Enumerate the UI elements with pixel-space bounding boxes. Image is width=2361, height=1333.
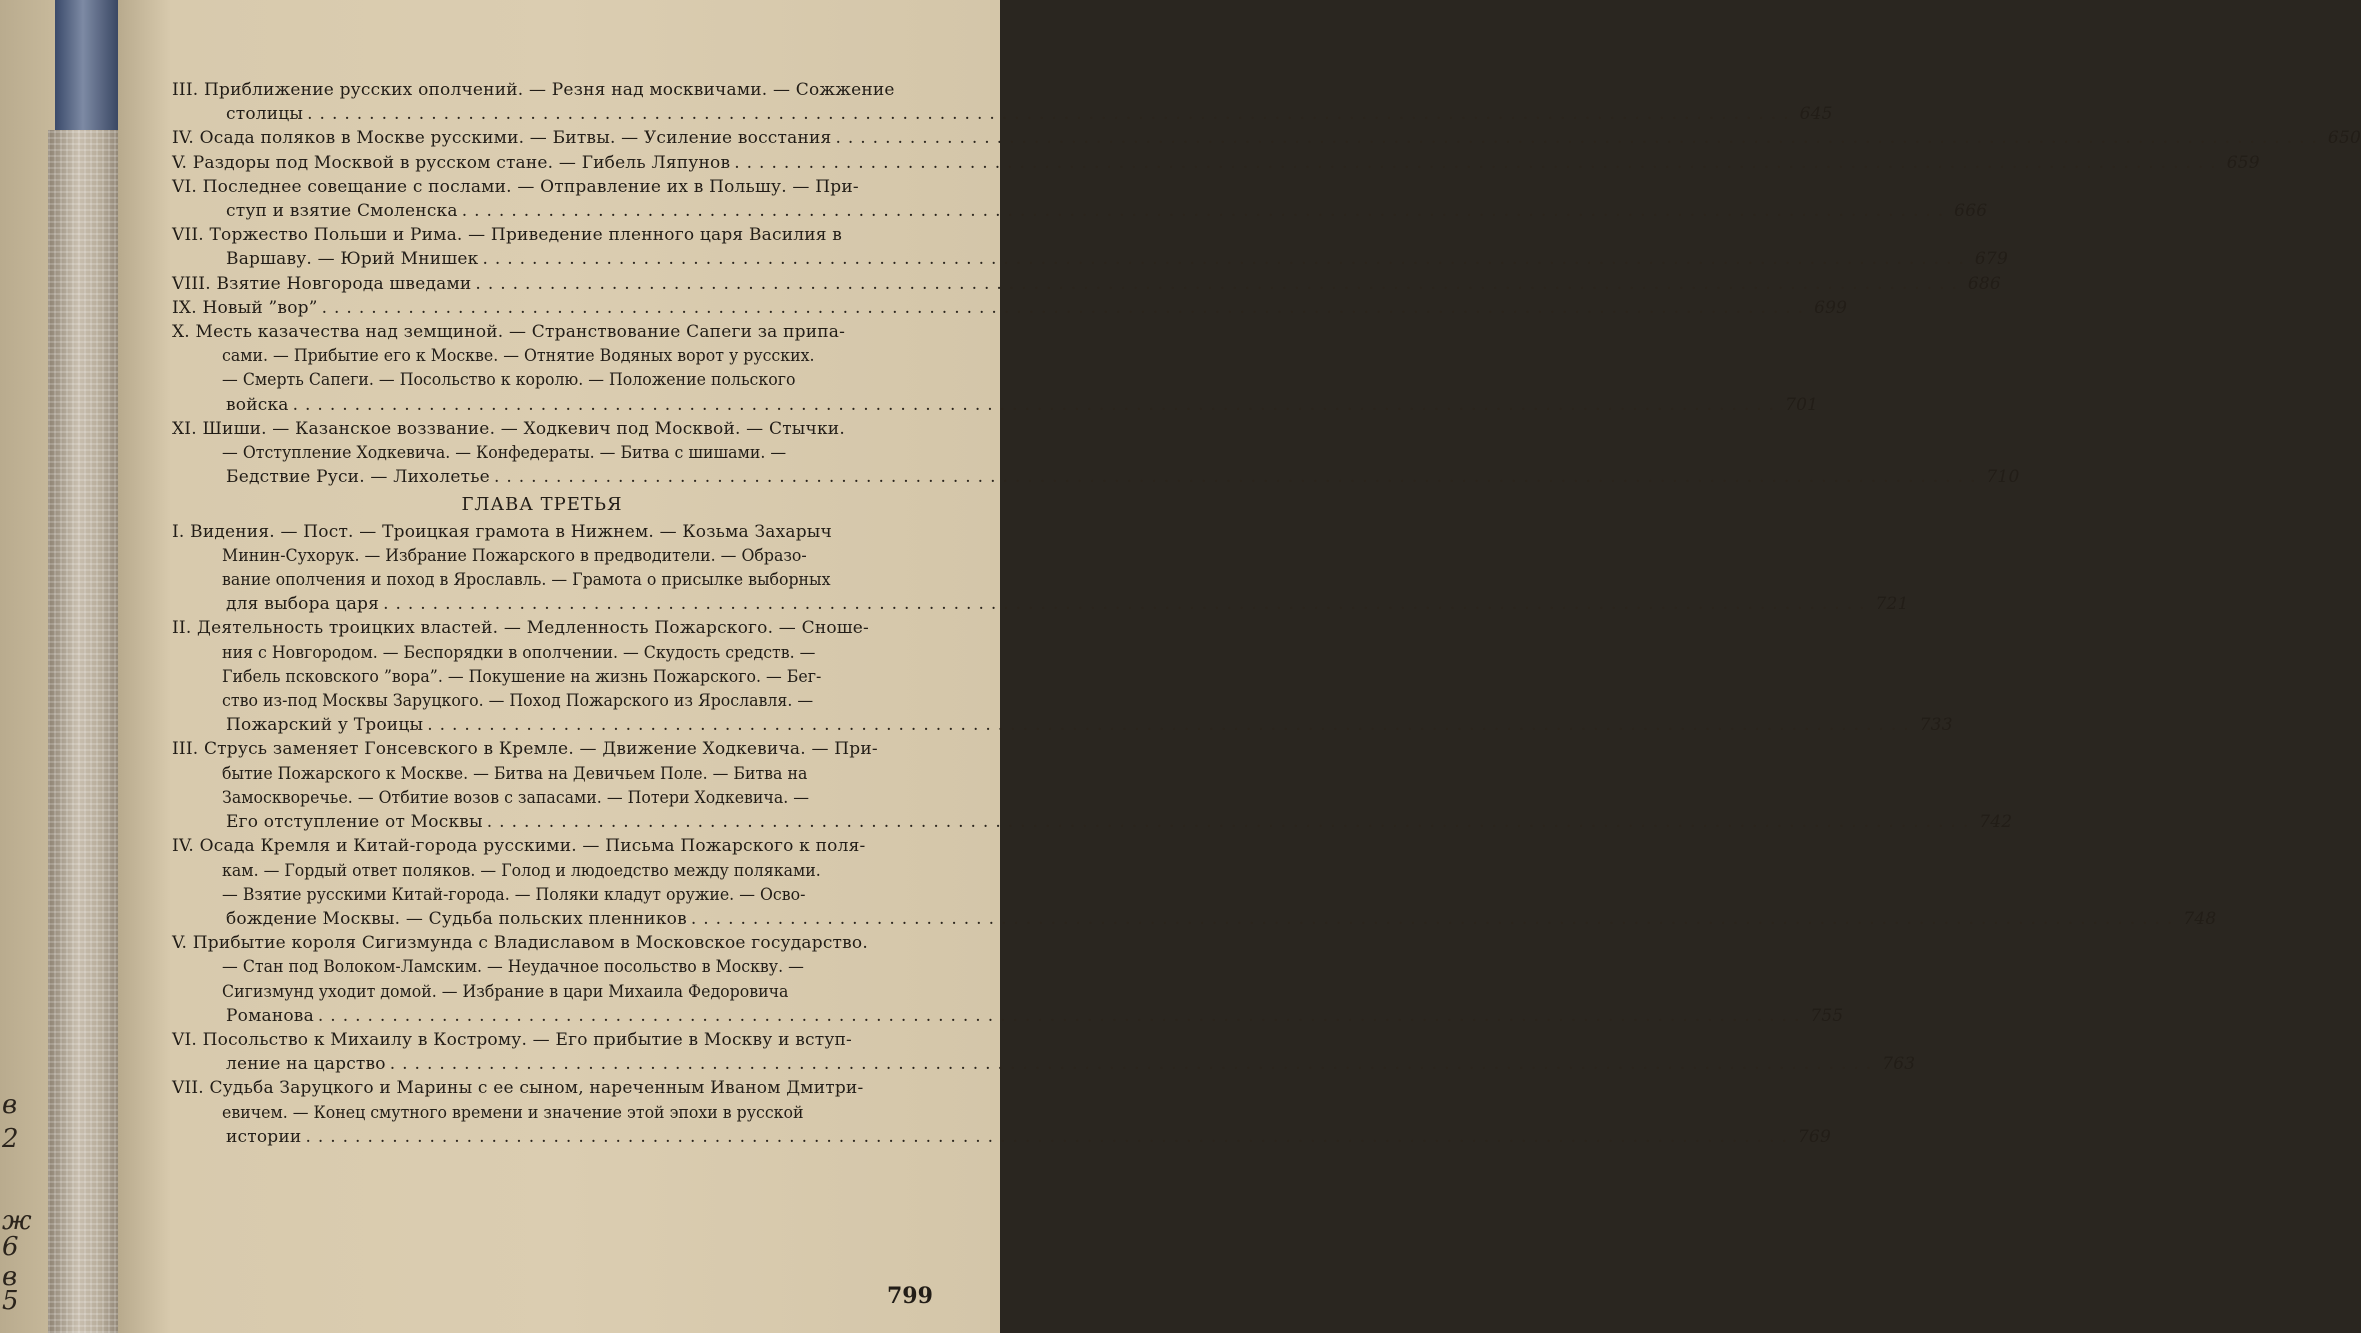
chapter-title: ГЛАВА ТРЕТЬЯ — [461, 494, 623, 516]
left-fragment: 6 — [2, 1232, 19, 1262]
leader-dots: ........................................................................................................................ — [305, 1126, 1794, 1147]
toc-page-number: 645 — [1799, 104, 1833, 125]
toc-entry-text: Новый ”вор” — [202, 297, 318, 318]
toc-entry-line — [172, 931, 912, 955]
toc-page-number: 666 — [1954, 201, 1988, 222]
toc-entry — [172, 78, 1833, 126]
toc-entry-text: бытие Пожарского к Москве. — Битва на Девичьем Поле. — Битва на — [222, 763, 808, 784]
toc-entry-last-line — [172, 1004, 1844, 1028]
toc-entry-number: VI. — [172, 176, 203, 197]
toc-entry-number: I. — [172, 521, 191, 542]
toc-entry-text: Торжество Польши и Рима. — Приведение пленного царя Василия в — [209, 225, 843, 246]
toc-entry-text: Судьба Заруцкого и Марины с ее сыном, нареченным Иваном Дмитри- — [209, 1078, 864, 1099]
toc-entry — [172, 1076, 1831, 1149]
toc-entry-line — [172, 1101, 858, 1125]
toc-page-number: 659 — [2226, 152, 2260, 173]
toc-entry-text: ство из-под Москвы Заруцкого. — Поход Пожарского из Ярославля. — — [222, 691, 814, 712]
toc-entry-text: Приближение русских ополчений. — Резня над москвичами. — Сожжение — [203, 80, 895, 100]
toc-page-number: 755 — [1810, 1005, 1844, 1026]
toc-entry — [172, 126, 2361, 150]
toc-entry-number: IV. — [172, 836, 200, 857]
toc-entry-text: ступ и взятие Смоленска — [226, 201, 458, 222]
toc-entry-last-line — [172, 713, 1953, 737]
leader-dots: ........................................................................................................................ — [461, 201, 1951, 222]
left-fragment: 2 — [2, 1124, 19, 1154]
toc-entry-text: истории — [226, 1126, 302, 1147]
toc-entry-text: Минин-Сухорук. — Избрание Пожарского в предводители. — Образо- — [222, 545, 807, 566]
toc-entry — [172, 175, 1988, 223]
toc-entry-line — [172, 544, 858, 568]
toc-entry-line — [172, 223, 912, 247]
toc-entry-text: Варшаву. — Юрий Мнишек — [226, 249, 479, 270]
toc-entry-text: — Смерть Сапеги. — Посольство к королю. — Положение польского — [222, 370, 796, 391]
toc-entry — [172, 834, 2217, 931]
leader-dots: ........................................................................................................................ — [690, 908, 2180, 929]
toc-entry-text: сами. — Прибытие его к Москве. — Отнятие Водяных ворот у русских. — [222, 346, 815, 367]
toc-entry-line — [172, 520, 912, 544]
toc-entry-last-line — [172, 1125, 1831, 1149]
leader-dots: ........................................................................................................................ — [475, 273, 1964, 294]
toc-entry-text: Месть казачества над земщиной. — Странствование Сапеги за припа- — [195, 322, 846, 343]
toc-entry — [172, 616, 1953, 737]
toc-entry-text: Замоскворечье. — Отбитие возов с запасами. — Потери Ходкевича. — — [222, 787, 810, 808]
toc-entry — [172, 296, 1848, 320]
toc-entry-line — [172, 689, 858, 713]
leader-dots: ........................................................................................................................ — [307, 104, 1796, 125]
toc-page-number: 699 — [1814, 297, 1848, 318]
toc-entry-text: бождение Москвы. — Судьба польских пленников — [226, 908, 687, 929]
leader-dots: ........................................................................................................................ — [321, 297, 1811, 318]
toc-entry — [172, 223, 2008, 271]
toc-entry — [172, 320, 1819, 417]
toc-section-part1 — [172, 78, 2361, 489]
toc-entry — [172, 151, 2260, 175]
toc-entry — [172, 931, 1844, 1028]
toc-entry-number: X. — [172, 322, 196, 343]
toc-entry-text: вание ополчения и поход в Ярославль. — Грамота о присылке выборных — [222, 570, 831, 591]
toc-entry-number: VI. — [172, 1029, 203, 1050]
toc-entry-line — [172, 665, 858, 689]
toc-entry — [172, 737, 2013, 834]
toc-entry-text: Взятие Новгорода шведами — [216, 273, 472, 294]
toc-entry-last-line — [172, 1052, 1916, 1076]
toc-entry-last-line — [172, 907, 2217, 931]
binding-top — [55, 0, 125, 140]
toc-page-number: 686 — [1967, 273, 2001, 294]
toc-entry-line — [172, 980, 858, 1004]
toc-entry-last-line — [172, 247, 2008, 271]
toc-entry-last-line — [172, 393, 1819, 417]
toc-entry-number: V. — [172, 152, 193, 173]
toc-entry-text: Бедствие Руси. — Лихолетье — [226, 467, 490, 488]
toc-entry-line — [172, 955, 858, 979]
toc-entry-text: Прибытие короля Сигизмунда с Владиславом в Московское государство. — [192, 933, 868, 954]
left-fragment: в — [2, 1262, 18, 1292]
toc-page-number: 748 — [2183, 908, 2217, 929]
leader-dots: ........................................................................................................................ — [835, 128, 2324, 149]
toc-page-number: 710 — [1986, 467, 2020, 488]
toc-entry-text: — Взятие русскими Китай-города. — Поляки кладут оружие. — Осво- — [222, 884, 806, 905]
toc-entry-text: ление на царство — [226, 1054, 386, 1075]
toc-entry — [172, 417, 2020, 490]
leader-dots: ........................................................................................................................ — [383, 594, 1872, 615]
toc-entry-number: II. — [172, 618, 198, 639]
toc-page-number: 650 — [2327, 128, 2361, 149]
leader-dots: ........................................................................................................................ — [482, 249, 1971, 270]
toc-entry-line — [172, 417, 912, 441]
toc-entry-last-line — [172, 465, 2020, 489]
toc-entry-number: XI. — [172, 418, 203, 439]
toc-entry-text: Осада поляков в Москве русскими. — Битвы. — Усиление восстания — [199, 128, 832, 149]
toc-entry — [172, 520, 1909, 617]
toc-entry-line — [172, 641, 858, 665]
toc-entry-text: войска — [226, 394, 289, 415]
toc-entry-line — [172, 368, 858, 392]
toc-entry-text: Гибель псковского ”вора”. — Покушение на жизнь Пожарского. — Бег- — [222, 666, 822, 687]
leader-dots: ........................................................................................................................ — [389, 1054, 1879, 1075]
toc-entry-number: V. — [172, 933, 193, 954]
toc-entry-line — [172, 568, 858, 592]
toc-entry-number: III. — [172, 739, 204, 760]
toc-entry-line — [172, 834, 912, 858]
toc-entry-text: Романова — [226, 1005, 314, 1026]
toc-entry-text: Пожарский у Троицы — [226, 715, 424, 736]
toc-entry-number: III. — [172, 80, 204, 100]
left-fragment: 5 — [2, 1286, 19, 1316]
toc-entry-last-line — [172, 810, 2013, 834]
toc-entry-text: Его отступление от Москвы — [226, 812, 483, 833]
leader-dots: ........................................................................................................................ — [734, 152, 2223, 173]
toc-entry-line — [172, 616, 912, 640]
toc-entry-number: IX. — [172, 297, 203, 318]
toc-entry — [172, 1028, 1916, 1076]
toc-page-number: 769 — [1797, 1126, 1831, 1147]
toc-entry — [172, 272, 2001, 296]
toc-entry-line — [172, 441, 858, 465]
toc-page-number: 701 — [1785, 394, 1819, 415]
page-number: 799 — [887, 1283, 933, 1309]
toc-page-number: 742 — [1979, 812, 2013, 833]
toc-entry-text: Струсь заменяет Гонсевского в Кремле. — Движение Ходкевича. — При- — [203, 739, 878, 760]
table-of-contents — [172, 78, 2361, 1149]
toc-page-number: 763 — [1882, 1054, 1916, 1075]
toc-entry-text: Посольство к Михаилу в Кострому. — Его прибытие в Москву и вступ- — [202, 1029, 852, 1050]
toc-entry-number: VII. — [172, 225, 210, 246]
toc-entry-number: IV. — [172, 128, 200, 149]
left-fragment: в — [2, 1090, 18, 1120]
leader-dots: ........................................................................................................................ — [493, 467, 1983, 488]
left-fragment: ж — [2, 1206, 32, 1236]
toc-page-number: 733 — [1919, 715, 1953, 736]
toc-entry-line — [172, 786, 858, 810]
leader-dots: ........................................................................................................................ — [427, 715, 1916, 736]
toc-entry-text: Видения. — Пост. — Троицкая грамота в Нижнем. — Козьма Захарыч — [190, 521, 832, 542]
toc-page-number: 679 — [1974, 249, 2008, 270]
toc-entry-text: ния с Новгородом. — Беспорядки в ополчении. — Скудость средств. — — [222, 642, 816, 663]
toc-entry-text: Осада Кремля и Китай-города русскими. — Письма Пожарского к поля- — [199, 836, 866, 857]
toc-section-part2 — [172, 520, 2217, 1149]
toc-entry-line — [172, 78, 912, 102]
book-binding — [48, 130, 125, 1333]
toc-entry-last-line — [172, 272, 2001, 296]
toc-entry-text: Последнее совещание с послами. — Отправление их в Польшу. — При- — [202, 176, 859, 197]
toc-entry-text: для выбора царя — [226, 594, 380, 615]
toc-entry-line — [172, 859, 858, 883]
toc-entry-text: Сигизмунд уходит домой. — Избрание в цари Михаила Федоровича — [222, 981, 789, 1002]
toc-entry-text: — Отступление Ходкевича. — Конфедераты. — Битва с шишами. — — [222, 443, 787, 464]
toc-entry-text: кам. — Гордый ответ поляков. — Голод и людоедство между поляками. — [222, 860, 821, 881]
toc-entry-line — [172, 762, 858, 786]
toc-entry-text: евичем. — Конец смутного времени и значение этой эпохи в русской — [222, 1102, 804, 1123]
toc-entry-last-line — [172, 592, 1909, 616]
toc-entry-line — [172, 1076, 912, 1100]
toc-entry-text: Шиши. — Казанское воззвание. — Ходкевич под Москвой. — Стычки. — [202, 418, 845, 439]
leader-dots: ........................................................................................................................ — [292, 394, 1782, 415]
toc-page-number: 721 — [1875, 594, 1909, 615]
toc-entry-number: VIII. — [172, 273, 217, 294]
toc-entry-last-line — [172, 151, 2260, 175]
toc-entry-last-line — [172, 296, 1848, 320]
leader-dots: ........................................................................................................................ — [486, 812, 1976, 833]
toc-entry-text: Раздоры под Москвой в русском стане. — Гибель Ляпунов — [192, 152, 731, 173]
toc-entry-line — [172, 1028, 912, 1052]
toc-entry-last-line — [172, 126, 2361, 150]
toc-entry-text: — Стан под Волоком-Ламским. — Неудачное посольство в Москву. — — [222, 957, 804, 978]
toc-entry-last-line — [172, 199, 1988, 223]
toc-entry-line — [172, 737, 912, 761]
toc-entry-text: столицы — [226, 104, 304, 125]
leader-dots: ........................................................................................................................ — [317, 1005, 1807, 1026]
toc-entry-last-line — [172, 102, 1833, 126]
toc-entry-text: Деятельность троицких властей. — Медленность Пожарского. — Сноше- — [197, 618, 869, 639]
toc-entry-line — [172, 883, 858, 907]
toc-entry-line — [172, 320, 912, 344]
toc-entry-line — [172, 344, 858, 368]
toc-entry-number: VII. — [172, 1078, 210, 1099]
toc-entry-line — [172, 175, 912, 199]
